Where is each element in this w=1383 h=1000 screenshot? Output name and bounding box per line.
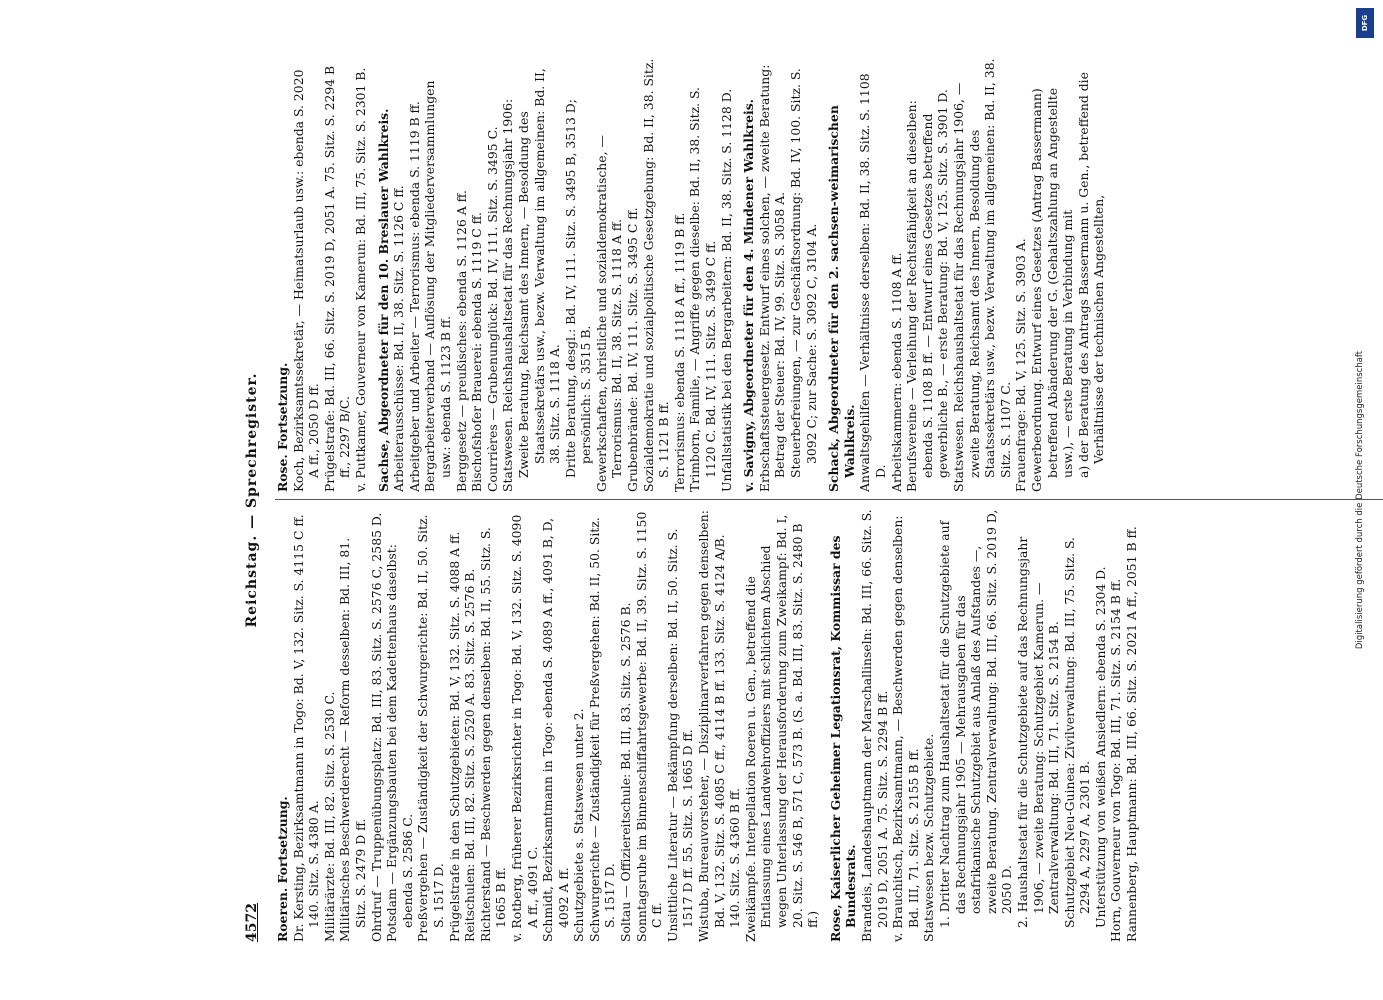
register-entry: 2. Haushaltsetat für die Schutzgebiete auf das Rechnungsjahr 1906, — zweite Beratung: Schutzgebiet Kamerun. — Zentralverwaltung: Bd. III, 71. Sitz. S. 2154 B. — [1014, 536, 1062, 928]
register-entry: Zweikämpfe. Interpellation Roeren u. Gen., betreffend die Entlassung eines Landwehroffiziers mit schlichtem Abschied wegen Unterlassung der Herausforderung zum Zweikampf: Bd. I, 20. Sitz. S. 546 B, 571 C, 573 B. (S. a. Bd. III, 83. Sitz. S. 2480 B ff.) — [742, 514, 821, 942]
entry-spacer — [369, 57, 376, 492]
register-entry: Dritte Beratung, desgl.: Bd. IV, 111. Sitz. S. 3495 B, 3513 D; persönlich: S. 3515 B. — [562, 99, 594, 478]
register-entry: Reitschulen: Bd. III, 82. Sitz. S. 2520 A. 83. Sitz. S. 2576 B. — [462, 568, 478, 942]
register-entry: Gewerkschaften, christliche und sozialdemokratische, — Terrorismus: Bd. II, 38. Sitz. S. 1118 A ff. — [593, 135, 625, 492]
register-entry: Courrières — Grubenunglück: Bd. IV, 111. Sitz. S. 3495 C. — [484, 126, 500, 492]
speaker-heading: Rose. Fortsetzung. — [275, 362, 290, 492]
column-divider — [275, 499, 1383, 500]
register-entry: Statswesen bezw. Schutzgebiete. — [921, 733, 937, 942]
register-entry: Unterstützung von weißen Ansiedlern: ebenda S. 2304 D. — [1092, 566, 1108, 928]
page-number: 4572 — [244, 903, 260, 942]
register-entry: Berggesetz — preußisches: ebenda S. 1126 A ff. — [453, 190, 469, 492]
register-entry: Militärisches Beschwerderecht — Reform desselben: Bd. III, 81. Sitz. S. 2479 D ff. — [337, 537, 368, 942]
right-column — [275, 57, 1383, 492]
register-entry: Schutzgebiete s. Statswesen unter 2. — [571, 708, 587, 942]
register-entry: Prügelstrafe: Bd. III, 66. Sitz. S. 2019 D, 2051 A. 75. Sitz. S. 2294 B ff., 2297 B/C. — [321, 65, 353, 492]
register-entry: Grubenbrände: Bd. IV, 111. Sitz. S. 3495 C ff. — [625, 207, 641, 492]
rotated-register-page — [231, 40, 1383, 960]
register-entry: Dr. Kersting, Bezirksamtmann in Togo: Bd. V, 132. Sitz. S. 4115 C ff. 140. Sitz. S. 4380 A. — [290, 514, 322, 942]
register-entry: Unsittliche Literatur — Bekämpfung derselben: Bd. II, 50. Sitz. S. 1517 D ff. 55. Sitz. S. 1665 D ff. — [664, 528, 696, 942]
speaker-heading: Schack, Abgeordneter für den 2. sachsen-weimarischen Wahlkreis. — [826, 105, 857, 492]
register-entry: Horn, Gouverneur von Togo: Bd. III, 71. Sitz. S. 2154 B ff. — [1108, 578, 1124, 942]
register-entry: Ohrdruf — Truppenübungsplatz: Bd. III, 83. Sitz. S. 2576 C, 2585 D. — [368, 512, 384, 942]
page-title: Reichstag. — Sprechregister. — [244, 372, 260, 628]
register-entry: Arbeitskammern: ebenda S. 1108 A ff. — [888, 252, 904, 492]
speaker-heading: Sachse, Abgeordneter für den 10. Breslauer Wahlkreis. — [375, 108, 391, 492]
credit-text: Digitalisierung gefördert durch die Deutsche Forschungsgemeinschaft — [1355, 350, 1365, 650]
register-entry: Gewerbeordnung. Entwurf eines Gesetzes (Antrag Bassermann) betreffend Abänderung der G. (Gehaltszahlung an Angestellte usw.), — erste Beratung in Verbindung mit — [1028, 87, 1076, 492]
register-entry: Schwurgerichte — Zuständigkeit für Preßvergehen: Bd. II, 50. Sitz. S. 1517 D. — [586, 517, 618, 942]
register-entry: Anwaltsgehilfen — Verhältnisse derselben: Bd. II, 38. Sitz. S. 1108 D. — [857, 73, 888, 492]
dfg-logo-text: DFG — [1361, 14, 1369, 32]
register-entry: Wistuba, Bureauvorsteher, — Disziplinarverfahren gegen denselben: Bd. V, 132. Sitz. S. 4085 C ff., 4114 B ff. 133. Sitz. S. 4124 A/B. 140. Sitz. S. 4360 B ff. — [696, 510, 743, 942]
register-entry: Unfallstatistik bei den Bergarbeitern: Bd. II, 38. Sitz. S. 1128 D. — [718, 88, 734, 492]
register-entry: v. Rotberg, früherer Bezirksrichter in Togo: Bd. V, 132. Sitz. S. 4090 A ff., 4091 C. — [508, 514, 540, 942]
register-entry: Frauenfrage: Bd. V, 125. Sitz. S. 3903 A. — [1013, 238, 1029, 492]
register-entry: Soltau — Offiziereitschule: Bd. III, 83. Sitz. S. 2576 B. — [618, 602, 634, 942]
register-entry: Statswesen. Reichshaushaltsetat für das Rechnungsjahr 1906: — [500, 98, 516, 492]
register-entry: Terrorismus: ebenda S. 1118 A ff., 1119 B ff. — [671, 212, 687, 492]
register-entry: Betrag der Steuer: Bd. IV, 99. Sitz. S. 3058 A. — [772, 191, 788, 478]
register-entry: Bergarbeiterverband — Auflösung der Mitgliederversammlungen usw.: ebenda S. 1123 B ff. — [422, 80, 453, 492]
register-entry: Richterstand — Beschwerden gegen denselben: Bd. II, 55. Sitz. S. 1665 B ff. — [477, 527, 509, 942]
register-entry: Trimborn, Familie, — Angriffe gegen dieselbe: Bd. II, 38. Sitz. S. 1120 C. Bd. IV, 111. Sitz. S. 3499 C ff. — [687, 87, 719, 492]
register-entry: Brandeis, Landeshauptmann der Marschallinseln: Bd. III, 66. Sitz. S. 2019 D, 2051 A. 75. Sitz. S. 2294 B ff. — [858, 509, 890, 942]
entry-spacer — [819, 57, 826, 492]
register-entry: Schmidt, Bezirksamtmann in Togo: ebenda S. 4089 A ff., 4091 B, D, 4092 A ff. — [540, 517, 571, 942]
dfg-logo — [1356, 8, 1374, 38]
register-entry: Sonntagsruhe im Binnenschiffahrtsgewerbe: Bd. II, 39. Sitz. S. 1150 C ff. — [633, 511, 665, 942]
speaker-heading: Rose, Kaiserlicher Geheimer Legationsrat, Kommissar des Bundesrats. — [827, 535, 859, 942]
register-entry: a) der Beratung des Antrags Bassermann u. Gen., betreffend die Verhältnisse der technischen Angestellten, — [1075, 72, 1107, 478]
register-entry: Statswesen. Reichshaushaltsetat für das Rechnungsjahr 1906, — zweite Beratung, Reichsamt des Innern, Besoldung des Staatssekretärs usw., bezw. Verwaltung im allgemeinen: Bd. II, 38. Sitz. S. 1107 C. — [950, 58, 1013, 492]
register-entry: Arbeiterausschüsse: Bd. II, 38. Sitz. S. 1126 C ff. — [391, 185, 407, 492]
register-entry: Sozialdemokratie und sozialpolitische Gesetzgebung: Bd. II, 38. Sitz. S. 1121 B ff. — [640, 58, 672, 492]
register-entry: 1. Dritter Nachtrag zum Haushaltsetat für die Schutzgebiete auf das Rechnungsjahr 1905 — Mehrausgaben für das ostafrikanische Schutzgebiet aus Anlaß des Aufstandes —, zweite Beratung. Zentralverwaltung: Bd. III, 66. Sitz. S. 2019 D, 2050 D. — [936, 509, 1015, 928]
register-entry: Erbschaftssteuergesetz. Entwurf eines solchen, — zweite Beratung: — [756, 64, 772, 492]
digitization-credit — [1352, 8, 1374, 992]
register-entry: v. Brauchitsch, Bezirksamtmann, — Beschwerden gegen denselben: Bd. III, 71. Sitz. S. 2155 B ff. — [890, 515, 921, 942]
register-entry: Militärärzte: Bd. III, 82. Sitz. S. 2530 C. — [321, 691, 337, 942]
register-entry: v. Puttkamer, Gouverneur von Kamerun: Bd. III, 75. Sitz. S. 2301 B. — [352, 67, 368, 492]
page-header — [241, 58, 267, 942]
register-entry: Berufsvereine — Verleihung der Rechtsfähigkeit an dieselben: ebenda S. 1108 B ff. — Entwurf eines Gesetzes betreffend gewerbliche B., — erste Beratung: Bd. V, 125. Sitz. S. 3901 D. — [904, 89, 951, 492]
register-entry: Steuerbefreiungen, — zur Geschäftsordnung: Bd. IV, 100. Sitz. S. 3092 C; zur Sache: S. 3092 C, 3104 A. — [788, 68, 819, 478]
register-entry: Arbeitgeber und Arbeiter — Terrorismus: ebenda S. 1119 B ff. — [406, 101, 422, 492]
speaker-heading: v. Savigny, Abgeordneter für den 4. Mindener Wahlkreis. — [741, 99, 757, 492]
register-entry: Preßvergehen — Zuständigkeit der Schwurgerichte: Bd. II, 50. Sitz. S. 1517 D. — [415, 514, 446, 942]
entry-spacer — [734, 57, 741, 492]
speaker-heading: Roeren. Fortsetzung. — [275, 796, 290, 942]
register-entry: Schutzgebiet Neu-Guinea: Zivilverwaltung: Bd. III, 75. Sitz. S. 2294 A, 2297 A, 2301 B. — [1061, 537, 1093, 928]
entry-spacer — [821, 507, 828, 942]
register-entry: Rannenberg, Hauptmann: Bd. III, 66. Sitz. S. 2021 A ff., 2051 B ff. — [1124, 526, 1140, 942]
register-entry: Koch, Bezirksamtssekretär, — Heimatsurlaub usw.: ebenda S. 2020 A ff., 2050 D ff. — [290, 69, 322, 492]
register-entry: Zweite Beratung, Reichsamt des Innern, — Besoldung des Staatssekretärs usw., bezw. Verwaltung im allgemeinen: Bd. II, 38. Sitz. S. 1118 A. — [515, 68, 563, 478]
register-entry: Prügelstrafe in den Schutzgebieten: Bd. V, 132. Sitz. S. 4088 A ff. — [446, 531, 462, 942]
register-entry: Potsdam — Ergänzungsbauten bei dem Kadettenhaus daselbst: ebenda S. 2586 C. — [384, 544, 415, 942]
left-column — [275, 507, 1383, 942]
register-entry: Bischofshofer Brauerei: ebenda S. 1119 C ff. — [469, 212, 485, 492]
